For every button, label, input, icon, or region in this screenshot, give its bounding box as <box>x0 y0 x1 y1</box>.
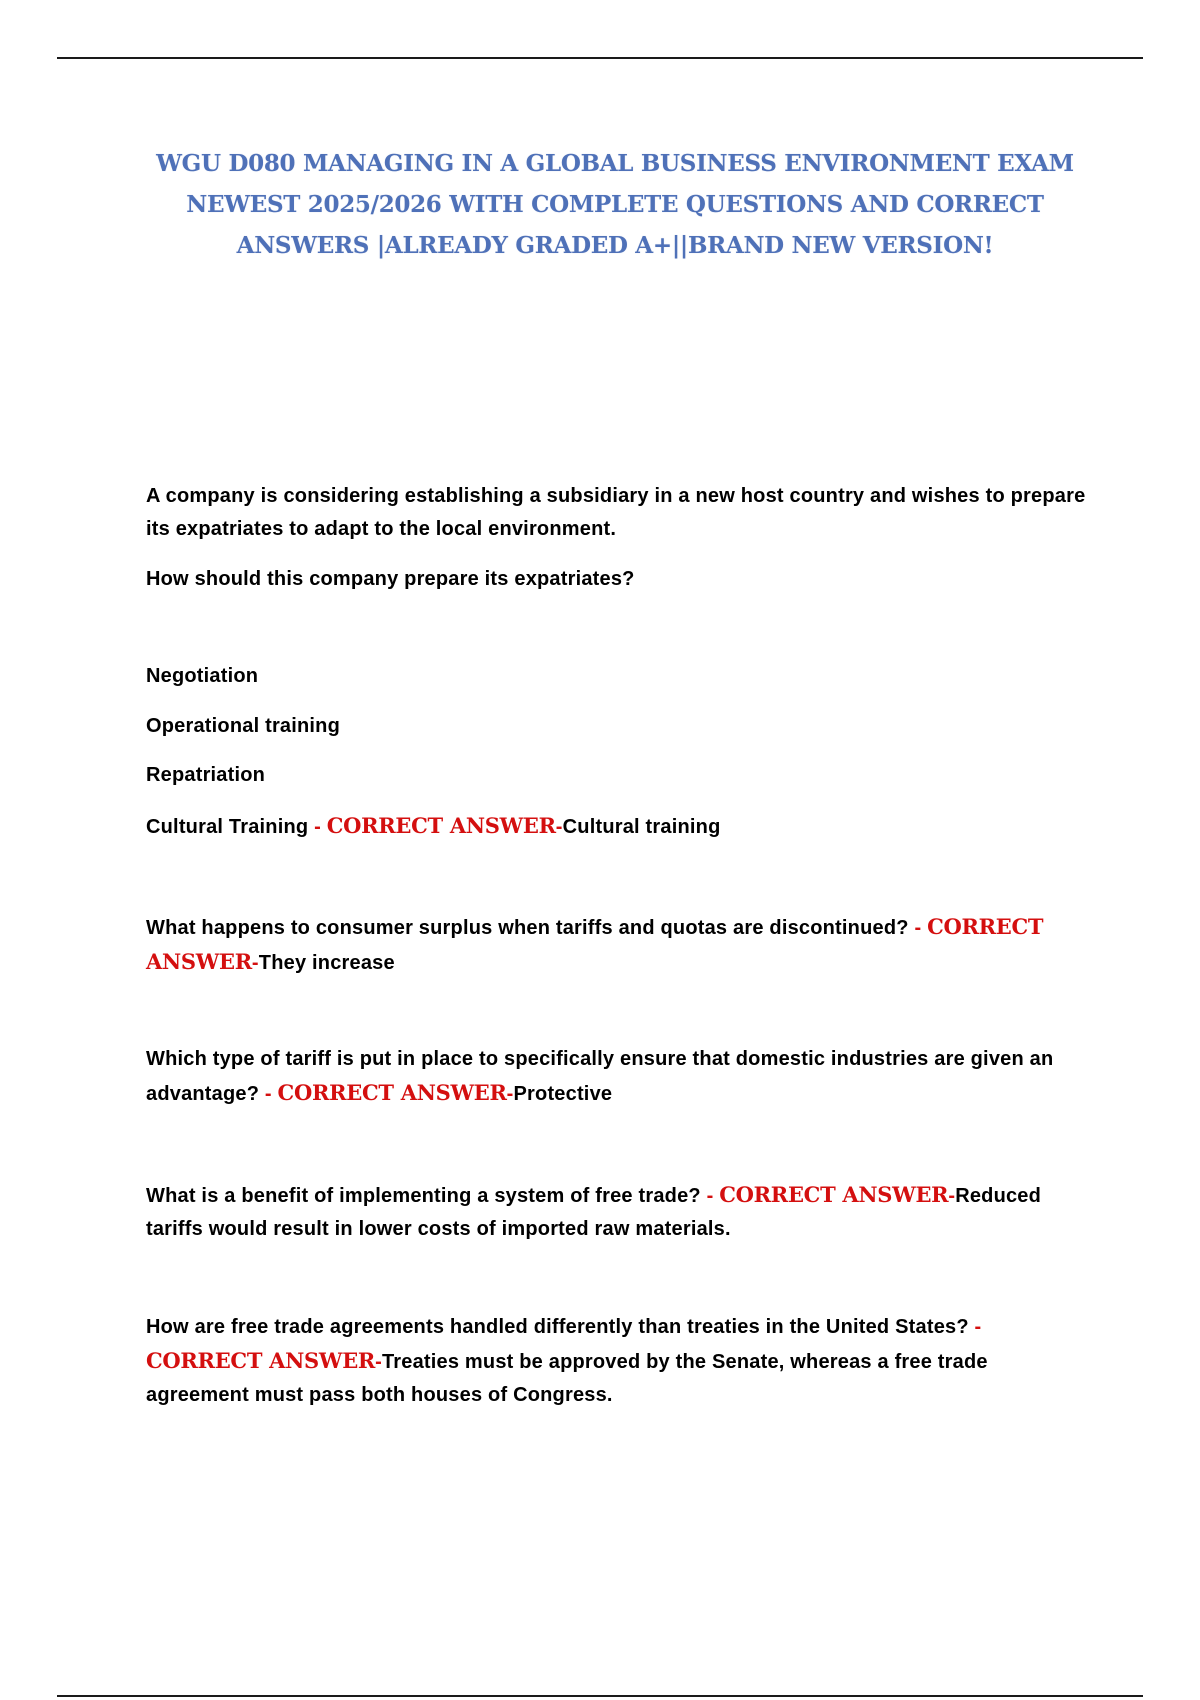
question-5 <box>146 1311 1096 1412</box>
answer-text: Cultural training <box>562 816 721 838</box>
answer-text: Protective <box>513 1083 613 1105</box>
correct-answer-label: CORRECT ANSWER <box>277 1080 507 1105</box>
question-1-prompt: How should this company prepare its expatriates? <box>146 568 635 590</box>
question-2 <box>146 910 1096 980</box>
option-text: Cultural Training <box>146 816 309 838</box>
answer-dash: - <box>375 1351 382 1373</box>
top-rule <box>57 57 1143 59</box>
answer-dash: - <box>506 1083 514 1105</box>
answer-separator: - <box>264 1083 278 1105</box>
answer-text: They increase <box>258 952 395 974</box>
answer-text: Treaties must be approved by the Senate, whereas a free trade agreement must pass both houses of Congress. <box>146 1351 988 1406</box>
document-title: WGU D080 MANAGING IN A GLOBAL BUSINESS ENVIRONMENT EXAM NEWEST 2025/2026 WITH COMPLETE QUESTIONS AND CORRECT ANSWERS |ALREADY GRADED A+||BRAND NEW VERSION! <box>156 150 1074 259</box>
correct-answer-label: CORRECT ANSWER <box>719 1182 949 1207</box>
answer-separator: - <box>974 1316 982 1338</box>
question-3 <box>146 1043 1096 1111</box>
option-cultural-training <box>146 809 1096 844</box>
correct-answer-label: CORRECT ANSWER <box>326 813 556 838</box>
answer-separator: - <box>314 816 327 838</box>
question-text: What happens to consumer surplus when tariffs and quotas are discontinued? <box>146 917 909 939</box>
bottom-rule <box>57 1695 1143 1697</box>
option-repatriation: Repatriation <box>146 764 266 786</box>
answer-separator: - <box>706 1185 720 1207</box>
question-4 <box>146 1178 1096 1246</box>
question-text: How are free trade agreements handled differently than treaties in the United States? <box>146 1316 969 1338</box>
answer-separator: - <box>914 917 928 939</box>
answer-text: Reduced tariffs would result in lower costs of imported raw materials. <box>146 1185 1042 1240</box>
option-operational-training: Operational training <box>146 715 341 737</box>
correct-answer-label: CORRECT ANSWER <box>146 914 1044 974</box>
question-1-stem: A company is considering establishing a subsidiary in a new host country and wishes to prepare its expatriates to adapt to the local environment. <box>146 485 1086 540</box>
question-text: What is a benefit of implementing a system of free trade? <box>146 1185 701 1207</box>
answer-dash: - <box>555 816 563 838</box>
question-text: Which type of tariff is put in place to specifically ensure that domestic industries are given an advantage? <box>146 1048 1054 1105</box>
answer-dash: - <box>948 1185 956 1207</box>
answer-dash: - <box>251 952 259 974</box>
option-negotiation: Negotiation <box>146 665 259 687</box>
correct-answer-label: CORRECT ANSWER <box>146 1348 376 1373</box>
